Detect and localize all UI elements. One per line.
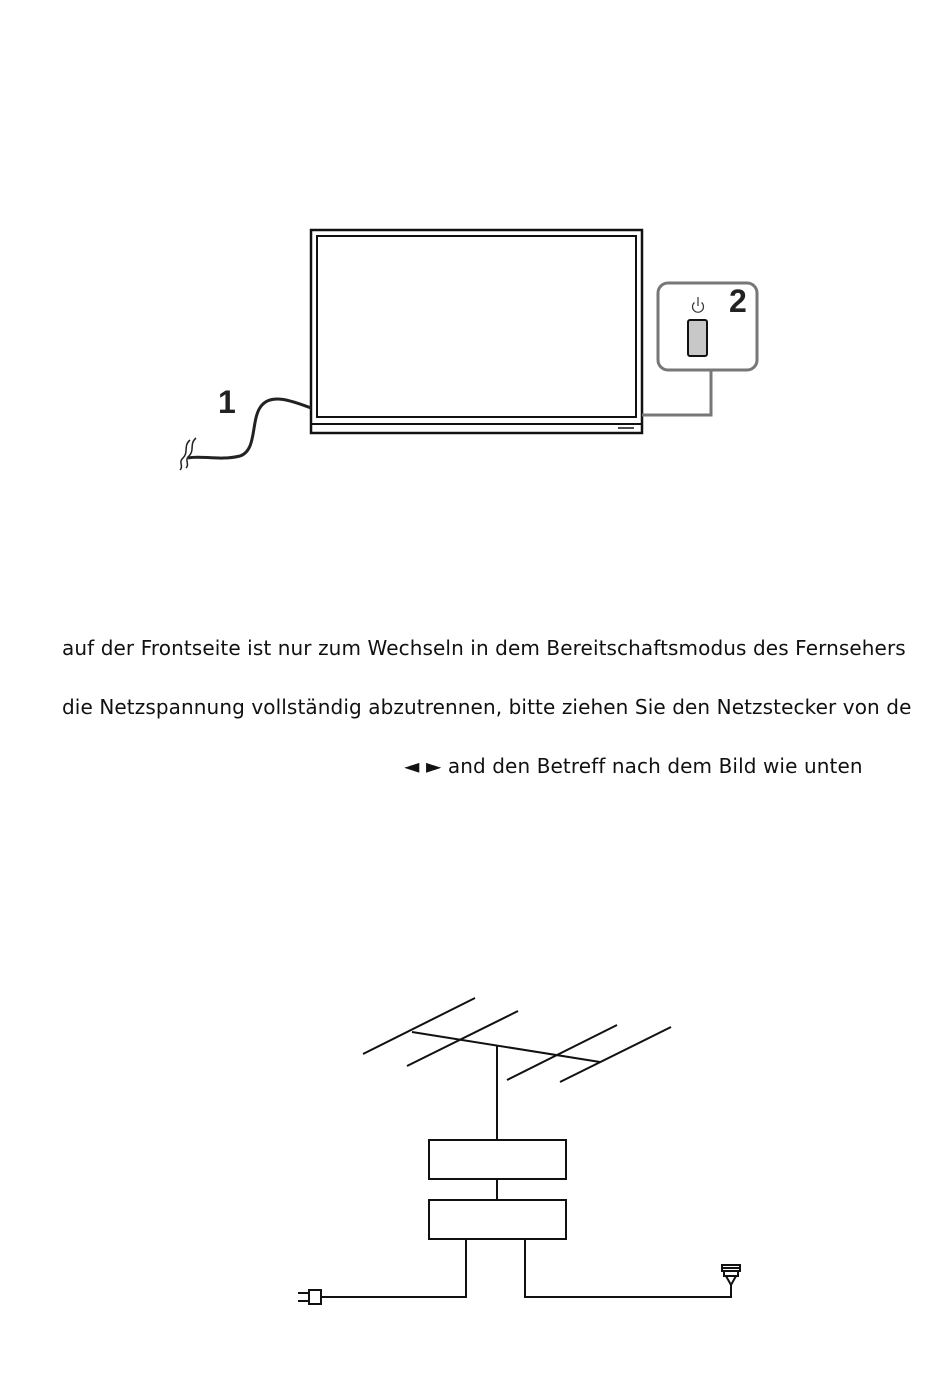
antenna-figure [0, 980, 950, 1380]
tv-screen [311, 230, 642, 433]
plug-icon [298, 1290, 325, 1304]
mains-cable [325, 1239, 466, 1297]
callout-connector [642, 370, 711, 415]
power-supply-box [429, 1200, 566, 1239]
coax-connector-icon [722, 1265, 740, 1285]
amplifier-box [429, 1140, 566, 1179]
antenna-cable [525, 1239, 731, 1297]
power-button [688, 320, 707, 356]
antenna [363, 998, 671, 1140]
tv-power-figure [0, 0, 950, 520]
text-line-2: die Netzspannung vollständig abzutrennen, bitte ziehen Sie den Netzstecker von de [62, 695, 912, 719]
cord-break-icon [180, 438, 196, 470]
callout-1: 1 [218, 384, 236, 420]
text-line-1: auf der Frontseite ist nur zum Wechseln in dem Bereitschaftsmodus des Fernsehers [62, 636, 906, 660]
text-line-3: ◄ ► and den Betreff nach dem Bild wie unten [404, 754, 863, 778]
power-cord [188, 399, 311, 458]
callout-2: 2 [729, 283, 747, 319]
